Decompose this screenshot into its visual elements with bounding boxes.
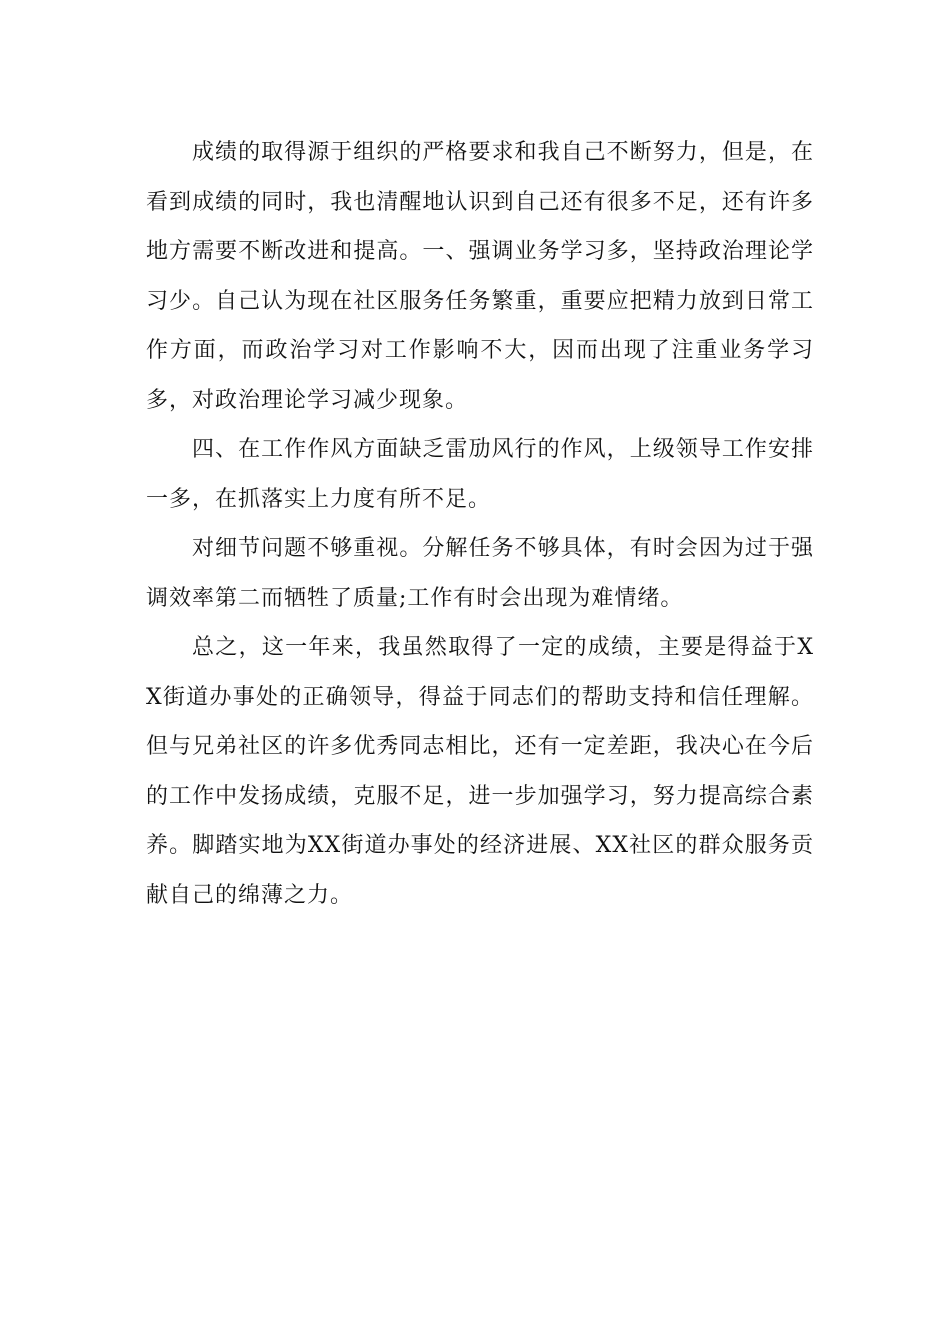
document-body bbox=[146, 128, 814, 920]
paragraph-1: 成绩的取得源于组织的严格要求和我自己不断努力，但是，在看到成绩的同时，我也清醒地认识到自己还有很多不足，还有许多地方需要不断改进和提高。一、强调业务学习多，坚持政治理论学习少。自己认为现在社区服务任务繁重，重要应把精力放到日常工作方面，而政治学习对工作影响不大，因而出现了注重业务学习多，对政治理论学习减少现象。 bbox=[146, 140, 814, 413]
paragraph-3: 对细节问题不够重视。分解任务不够具体，有时会因为过于强调效率第二而牺牲了质量;工作有时会出现为难情绪。 bbox=[146, 536, 814, 611]
paragraph-4: 总之，这一年来，我虽然取得了一定的成绩，主要是得益于XX街道办事处的正确领导，得益于同志们的帮助支持和信任理解。但与兄弟社区的许多优秀同志相比，还有一定差距，我决心在今后的工作中发扬成绩，克服不足，进一步加强学习，努力提高综合素养。脚踏实地为XX街道办事处的经济进展、XX社区的群众服务贡献自己的绵薄之力。 bbox=[146, 635, 814, 908]
paragraph-2: 四、在工作作风方面缺乏雷劢风行的作风，上级领导工作安排一多，在抓落实上力度有所不足。 bbox=[146, 437, 814, 512]
